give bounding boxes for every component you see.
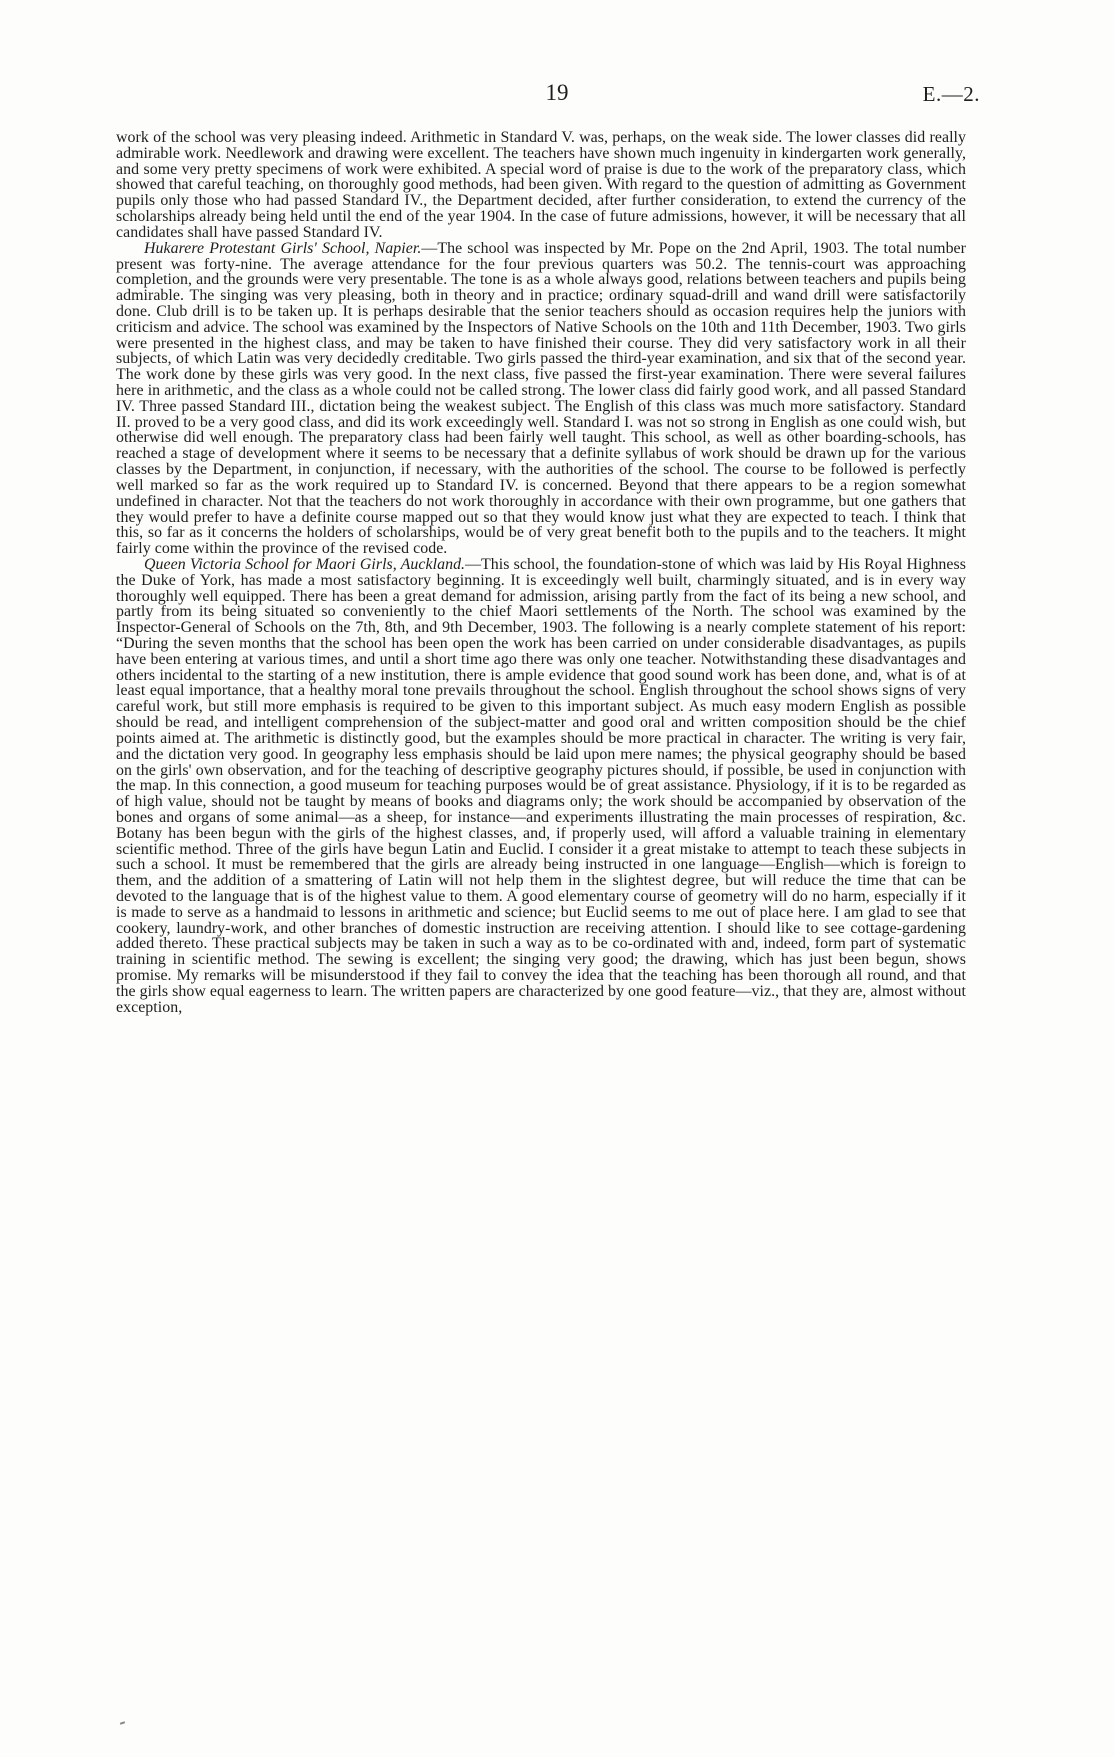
paragraph-hukarere-school (116, 241, 966, 557)
paragraph-heading: Queen Victoria School for Maori Girls, Auckland. (144, 555, 466, 573)
paragraph-heading: Hukarere Protestant Girls' School, Napier. (144, 239, 422, 257)
stray-ink-mark (120, 1721, 125, 1725)
body-text (116, 130, 966, 1016)
paragraph-text: —The school was inspected by Mr. Pope on the 2nd April, 1903. The total number present was forty-nine. The average attendance for the four previous quarters was 50.2. The tennis-court was approaching completion, and the grounds were very presentable. The tone is as a whole always good, relations between teachers and pupils being admirable. The singing was very pleasing, both in theory and in practice; ordinary squad-drill and wand drill were satisfactorily done. Club drill is to be taken up. It is perhaps desirable that the senior teachers should as occasion requires help the juniors with criticism and advice. The school was examined by the Inspectors of Native Schools on the 10th and 11th December, 1903. Two girls were presented in the highest class, and may be taken to have finished their course. They did very satisfactory work in all their subjects, of which Latin was very decidedly creditable. Two girls passed the third-year examination, and six that of the second year. The work done by these girls was very good. In the next class, five passed the first-year examination. There were several failures here in arithmetic, and the class as a whole could not be called strong. The lower class did fairly good work, and all passed Standard IV. Three passed Standard III., dictation being the weakest subject. The English of this class was much more satisfactory. Standard II. proved to be a very good class, and did its work exceedingly well. Standard I. was not so strong in English as one could wish, but otherwise did well enough. The preparatory class had been fairly well taught. This school, as well as other boarding-schools, has reached a stage of development where it seems to be necessary that a definite syllabus of work should be drawn up for the various classes by the Department, in conjunction, if necessary, with the authorities of the school. The course to be followed is perfectly well marked so far as the work required up to Standard IV. is concerned. Beyond that there appears to be a region somewhat undefined in character. Not that the teachers do not work thoroughly in accordance with their own programme, but one gathers that they would prefer to have a definite course mapped out so that they would know just what they are expected to teach. I think that this, so far as it concerns the holders of scholarships, would be of very great benefit both to the pupils and to the teachers. It might fairly come within the province of the revised code. (116, 239, 967, 558)
paragraph-standard-report (116, 130, 966, 241)
document-reference: E.—2. (922, 82, 980, 106)
paragraph-text: —This school, the foundation-stone of which was laid by His Royal Highness the Duke of York, has made a most satisfactory beginning. It is exceedingly well built, charmingly situated, and is in every way thoroughly well equipped. There has been a great demand for admission, arising partly from the fact of its being a new school, and partly from its being situated so conveniently to the chief Maori settlements of the North. The school was examined by the Inspector-General of Schools on the 7th, 8th, and 9th December, 1903. The following is a nearly complete statement of his report: “During the seven months that the school has been open the work has been carried on under considerable disadvantages, as pupils have been entering at various times, and until a short time ago there was only one teacher. Notwithstanding these disadvantages and others incidental to the starting of a new institution, there is ample evidence that good sound work has been done, and, what is of at least equal importance, that a healthy moral tone prevails throughout the school. English throughout the school shows signs of very careful work, but still more emphasis is required to be given to this important subject. As much easy modern English as possible should be read, and intelligent comprehension of the subject-matter and good oral and written composition should be the chief points aimed at. The arithmetic is distinctly good, but the examples should be more practical in character. The writing is very fair, and the dictation very good. In geography less emphasis should be laid upon mere names; the physical geography should be based on the girls' own observation, and for the teaching of descriptive geography pictures should, if possible, be used in conjunction with the map. In this connection, a good museum for teaching purposes would be of great assistance. Physiology, if it is to be regarded as of high value, should not be taught by means of books and diagrams only; the work should be accompanied by observation of the bones and organs of some animal—as a sheep, for instance—and experiments illustrating the main processes of respiration, &c. Botany has been begun with the girls of the highest classes, and, if properly used, will afford a valuable training in elementary scientific method. Three of the girls have begun Latin and Euclid. I consider it a great mistake to attempt to teach these subjects in such a school. It must be remembered that the girls are already being instructed in one language—English—which is foreign to them, and the addition of a smattering of Latin will not help them in the slightest degree, but will reduce the time that can be devoted to the language that is of the highest value to them. A good elementary course of geometry will do no harm, especially if it is made to serve as a handmaid to lessons in arithmetic and science; but Euclid seems to me out of place here. I am glad to see that cookery, laundry-work, and other branches of domestic instruction are receiving attention. I should like to see cottage-gardening added thereto. These practical subjects may be taken in such a way as to be co-ordinated with and, indeed, form part of systematic training in scientific method. The sewing is excellent; the singing very good; the drawing, which has just been begun, shows promise. My remarks will be misunderstood if they fail to convey the idea that the teaching has been thorough all round, and that the girls show equal eagerness to learn. The written papers are characterized by one good feature—viz., that they are, almost without exception, (116, 555, 967, 1016)
page-number: 19 (545, 80, 569, 105)
paragraph-queen-victoria-school (116, 557, 966, 1016)
paragraph-text: work of the school was very pleasing indeed. Arithmetic in Standard V. was, perhaps, on the weak side. The lower classes did really admirable work. Needlework and drawing were excellent. The teachers have shown much ingenuity in kindergarten work generally, and some very pretty specimens of work were exhibited. A special word of praise is due to the work of the preparatory class, which showed that careful teaching, on thoroughly good methods, had been given. With regard to the question of admitting as Government pupils only those who had passed Standard IV., the Department decided, after further consideration, to extend the currency of the scholarships already being held until the end of the year 1904. In the case of future admissions, however, it will be necessary that all candidates shall have passed Standard IV. (116, 129, 966, 241)
page-header (0, 80, 1114, 110)
